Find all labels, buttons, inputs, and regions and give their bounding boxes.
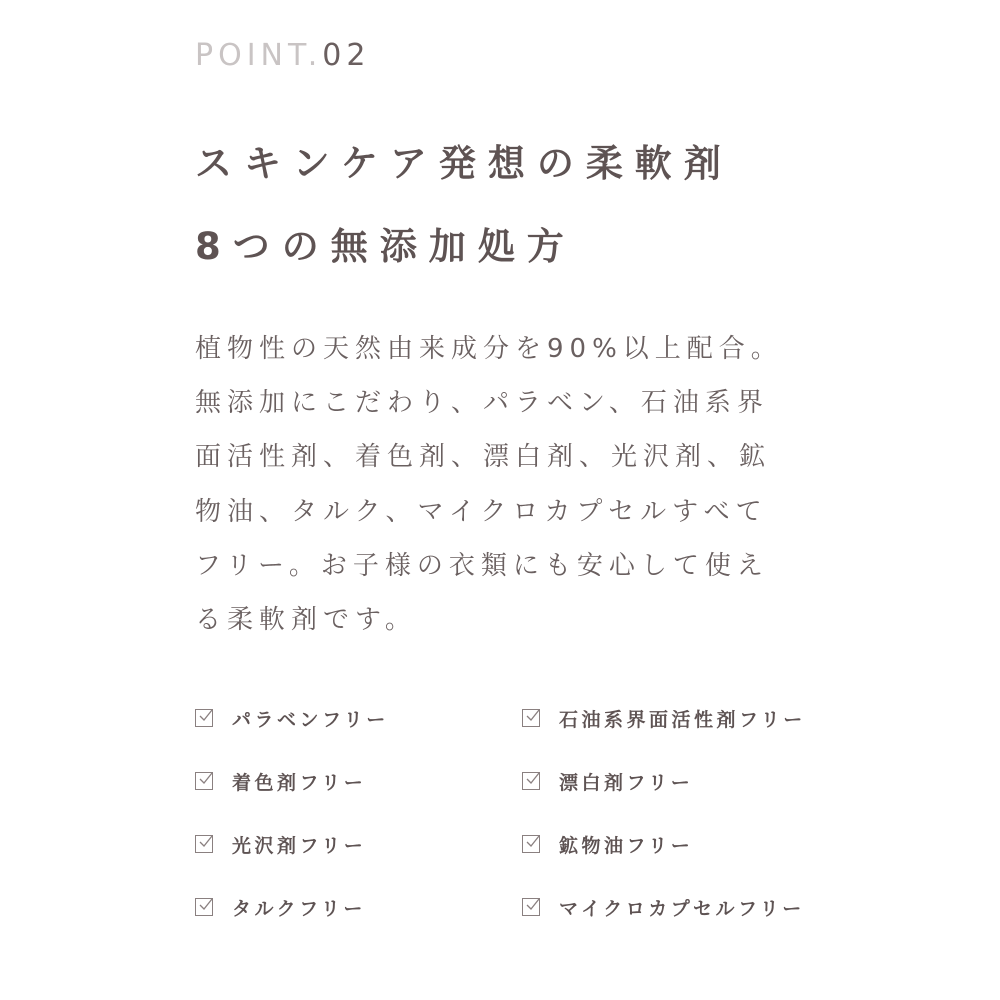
feature-section [195, 0, 835, 1000]
checkbox-checked-icon [522, 898, 540, 916]
checkbox-checked-icon [522, 835, 540, 853]
checkbox-checked-icon [195, 898, 213, 916]
checklist-item [522, 824, 693, 864]
checkbox-checked-icon [195, 835, 213, 853]
checklist-item [522, 887, 805, 927]
description-line: 無添加にこだわり、パラベン、石油系界 [195, 388, 769, 419]
checklist-item [195, 761, 366, 801]
checklist-item-label: 石油系界面活性剤フリー [559, 708, 806, 731]
description-line: 物油、タルク、マイクロカプセルすべて [195, 496, 768, 527]
point-word: POINT. [195, 38, 323, 73]
checklist-item [522, 698, 806, 738]
checkbox-checked-icon [522, 772, 540, 790]
checklist-item [522, 761, 693, 801]
description-text [195, 330, 835, 655]
point-label [195, 34, 370, 78]
description-line: 植物性の天然由来成分を90%以上配合。 [195, 334, 783, 364]
checkbox-checked-icon [522, 709, 540, 727]
checklist-item-label: マイクロカプセルフリー [559, 897, 805, 920]
checklist-item-label: タルクフリー [232, 897, 366, 920]
checklist-item-label: 着色剤フリー [232, 771, 367, 794]
headline-line-2: 8つの無添加処方 [195, 225, 576, 268]
checklist-item-label: パラベンフリー [232, 708, 389, 731]
checklist-item [195, 824, 366, 864]
description-line: フリー。お子様の衣類にも安心して使え [195, 550, 769, 581]
checklist-item [195, 887, 366, 927]
checkbox-checked-icon [195, 772, 213, 790]
headline-line-1: スキンケア発想の柔軟剤 [195, 142, 733, 185]
checklist-item [195, 698, 389, 738]
description-line: 面活性剤、着色剤、漂白剤、光沢剤、鉱 [195, 442, 772, 473]
point-number: 02 [322, 38, 371, 73]
checklist-item-label: 漂白剤フリー [559, 771, 694, 794]
checklist-item-label: 光沢剤フリー [232, 834, 367, 857]
checkbox-checked-icon [195, 709, 213, 727]
description-line: る柔軟剤です。 [195, 604, 417, 635]
checklist-item-label: 鉱物油フリー [559, 834, 694, 857]
